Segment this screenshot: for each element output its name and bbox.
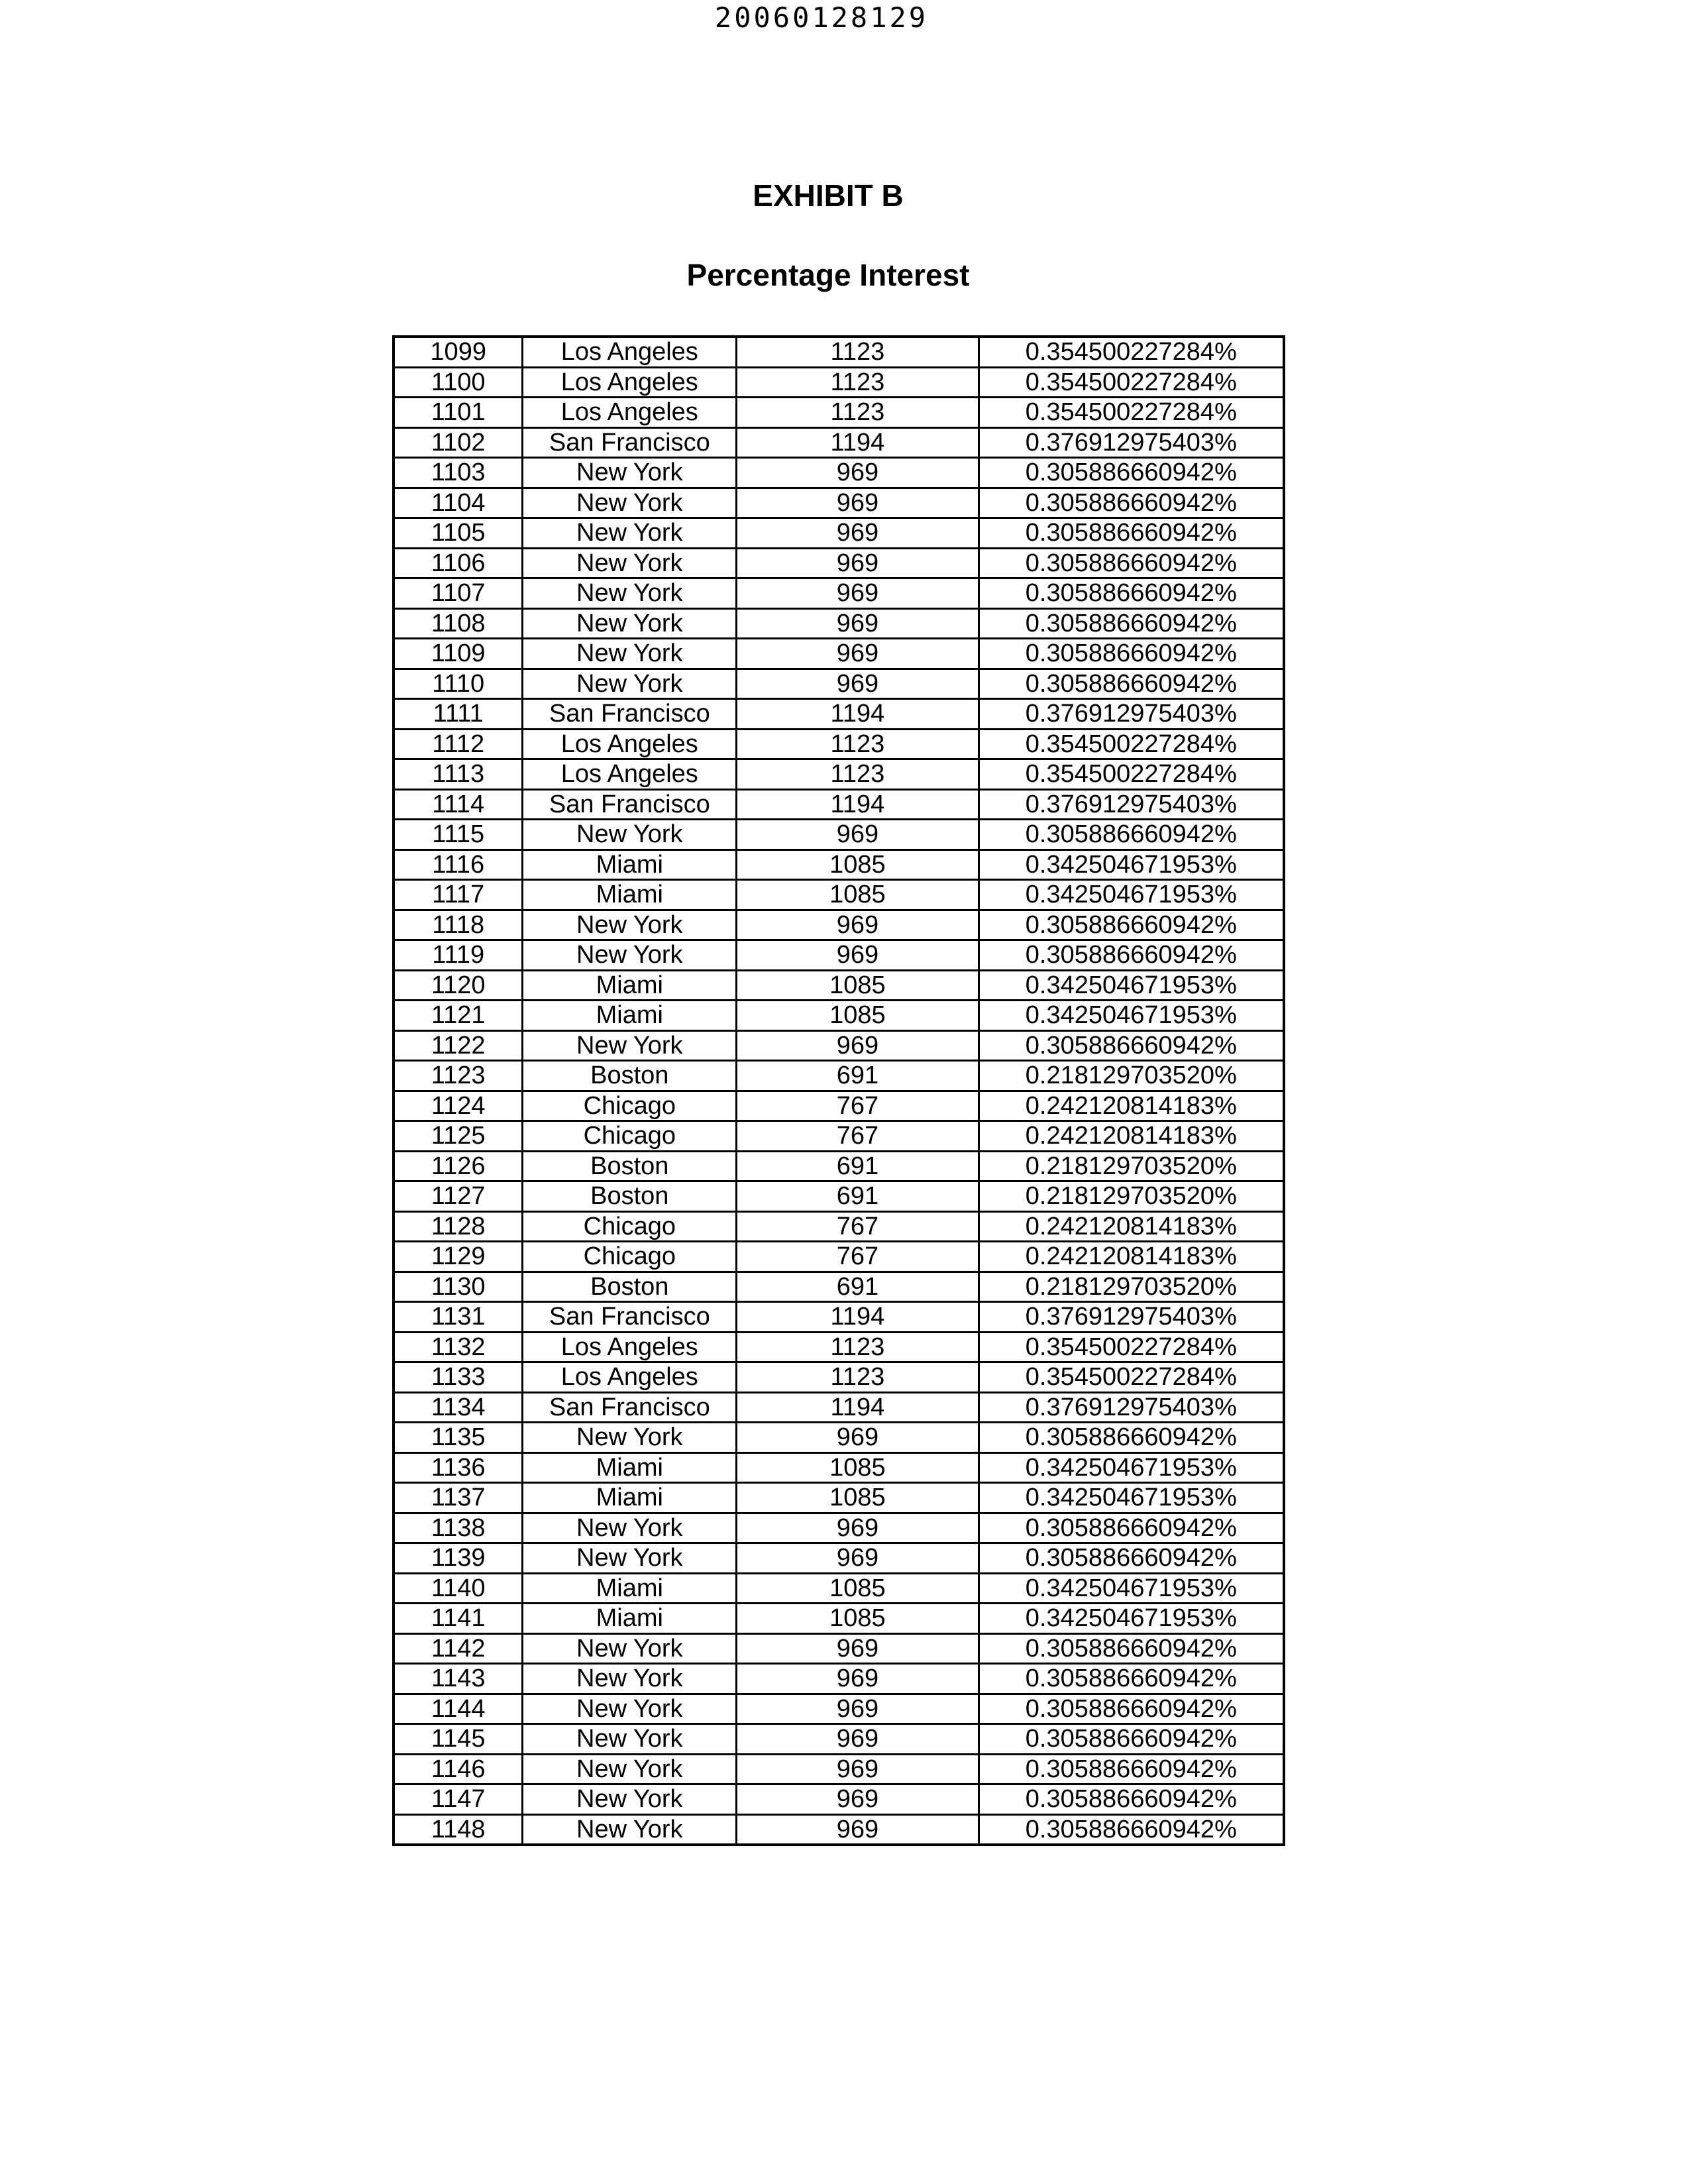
city-cell: New York [523,1814,737,1845]
table-row [394,1332,1284,1362]
unit-cell: 1133 [394,1362,523,1393]
unit-cell: 1101 [394,398,523,428]
table-row [394,820,1284,850]
city-cell: New York [523,820,737,850]
table-row [394,1604,1284,1634]
percentage-cell: 0.354500227284% [979,729,1284,759]
city-cell: San Francisco [523,789,737,820]
percentage-cell: 0.354500227284% [979,367,1284,398]
city-cell: New York [523,548,737,578]
city-cell: Los Angeles [523,398,737,428]
city-cell: New York [523,1724,737,1755]
city-cell: New York [523,1030,737,1061]
table-row [394,1151,1284,1181]
percentage-cell: 0.376912975403% [979,1302,1284,1333]
percentage-cell: 0.354500227284% [979,759,1284,790]
exhibit-title: EXHIBIT B [753,178,904,213]
unit-cell: 1140 [394,1573,523,1604]
unit-cell: 1123 [394,1061,523,1091]
table-row [394,1633,1284,1664]
table-row [394,759,1284,790]
unit-cell: 1122 [394,1030,523,1061]
value-cell: 969 [737,518,979,549]
unit-cell: 1141 [394,1604,523,1634]
table-row [394,578,1284,609]
table-row [394,398,1284,428]
value-cell: 969 [737,1754,979,1784]
unit-cell: 1142 [394,1633,523,1664]
city-cell: New York [523,1513,737,1543]
unit-cell: 1104 [394,488,523,518]
value-cell: 969 [737,1030,979,1061]
city-cell: Los Angeles [523,1362,737,1393]
table-row [394,639,1284,669]
percentage-cell: 0.242120814183% [979,1242,1284,1272]
table-row [394,1242,1284,1272]
table-row [394,1181,1284,1212]
value-cell: 1194 [737,427,979,458]
table-row [394,337,1284,367]
value-cell: 969 [737,1724,979,1755]
percentage-cell: 0.218129703520% [979,1272,1284,1302]
value-cell: 691 [737,1151,979,1181]
city-cell: New York [523,910,737,940]
percentage-cell: 0.305886660942% [979,910,1284,940]
percentage-cell: 0.218129703520% [979,1061,1284,1091]
table-row [394,970,1284,1001]
unit-cell: 1113 [394,759,523,790]
unit-cell: 1102 [394,427,523,458]
city-cell: Boston [523,1151,737,1181]
percentage-cell: 0.354500227284% [979,1332,1284,1362]
city-cell: New York [523,578,737,609]
unit-cell: 1099 [394,337,523,367]
percentage-cell: 0.376912975403% [979,1392,1284,1423]
table-row [394,849,1284,880]
city-cell: Los Angeles [523,729,737,759]
unit-cell: 1119 [394,940,523,971]
table-row [394,1573,1284,1604]
percentage-cell: 0.305886660942% [979,1694,1284,1724]
value-cell: 1123 [737,729,979,759]
table-row [394,1302,1284,1333]
unit-cell: 1143 [394,1664,523,1694]
unit-cell: 1111 [394,699,523,730]
percentage-cell: 0.376912975403% [979,699,1284,730]
table-row [394,1001,1284,1031]
percentage-cell: 0.305886660942% [979,1030,1284,1061]
city-cell: San Francisco [523,1392,737,1423]
percentage-cell: 0.305886660942% [979,940,1284,971]
unit-cell: 1126 [394,1151,523,1181]
percentage-cell: 0.305886660942% [979,639,1284,669]
table-row [394,1061,1284,1091]
document-number: 20060128129 [714,1,929,34]
table-row [394,1814,1284,1845]
table-row [394,367,1284,398]
unit-cell: 1115 [394,820,523,850]
unit-cell: 1135 [394,1423,523,1453]
value-cell: 969 [737,1694,979,1724]
value-cell: 969 [737,639,979,669]
value-cell: 1085 [737,880,979,910]
value-cell: 969 [737,1664,979,1694]
table-row [394,1452,1284,1483]
city-cell: Los Angeles [523,367,737,398]
percentage-cell: 0.342504671953% [979,849,1284,880]
value-cell: 1085 [737,1573,979,1604]
city-cell: Miami [523,970,737,1001]
unit-cell: 1147 [394,1784,523,1815]
percentage-cell: 0.305886660942% [979,1754,1284,1784]
unit-cell: 1110 [394,669,523,699]
city-cell: Los Angeles [523,337,737,367]
percentage-cell: 0.305886660942% [979,1664,1284,1694]
table-row [394,1392,1284,1423]
city-cell: New York [523,1784,737,1815]
percentage-cell: 0.354500227284% [979,1362,1284,1393]
percentage-cell: 0.376912975403% [979,789,1284,820]
table-row [394,1754,1284,1784]
value-cell: 969 [737,1423,979,1453]
value-cell: 691 [737,1181,979,1212]
table-row [394,458,1284,488]
value-cell: 1123 [737,337,979,367]
table-row [394,1121,1284,1152]
percentage-cell: 0.305886660942% [979,1724,1284,1755]
percentage-cell: 0.342504671953% [979,1483,1284,1513]
percentage-cell: 0.305886660942% [979,608,1284,639]
city-cell: Los Angeles [523,759,737,790]
percentage-cell: 0.305886660942% [979,518,1284,549]
value-cell: 1085 [737,1604,979,1634]
city-cell: New York [523,1543,737,1574]
percentage-cell: 0.242120814183% [979,1121,1284,1152]
unit-cell: 1128 [394,1211,523,1242]
table-row [394,1030,1284,1061]
percentage-cell: 0.305886660942% [979,1814,1284,1845]
value-cell: 969 [737,910,979,940]
table-row [394,880,1284,910]
value-cell: 969 [737,488,979,518]
unit-cell: 1120 [394,970,523,1001]
value-cell: 1085 [737,1001,979,1031]
percentage-interest-table [392,335,1285,1846]
value-cell: 691 [737,1061,979,1091]
value-cell: 969 [737,1543,979,1574]
city-cell: Chicago [523,1211,737,1242]
percentage-cell: 0.305886660942% [979,1633,1284,1664]
percentage-cell: 0.354500227284% [979,398,1284,428]
unit-cell: 1100 [394,367,523,398]
percentage-cell: 0.342504671953% [979,1573,1284,1604]
unit-cell: 1146 [394,1754,523,1784]
percentage-cell: 0.305886660942% [979,1423,1284,1453]
city-cell: New York [523,458,737,488]
city-cell: Miami [523,1001,737,1031]
city-cell: Miami [523,849,737,880]
table-row [394,608,1284,639]
city-cell: New York [523,1423,737,1453]
table-row [394,789,1284,820]
value-cell: 969 [737,820,979,850]
table-row [394,1664,1284,1694]
city-cell: San Francisco [523,427,737,458]
city-cell: Miami [523,1573,737,1604]
city-cell: San Francisco [523,699,737,730]
table-row [394,729,1284,759]
value-cell: 969 [737,669,979,699]
table-row [394,1272,1284,1302]
unit-cell: 1134 [394,1392,523,1423]
value-cell: 1123 [737,1362,979,1393]
value-cell: 691 [737,1272,979,1302]
value-cell: 767 [737,1121,979,1152]
percentage-cell: 0.305886660942% [979,1543,1284,1574]
city-cell: Boston [523,1061,737,1091]
percentage-cell: 0.242120814183% [979,1211,1284,1242]
city-cell: Miami [523,1483,737,1513]
city-cell: Chicago [523,1121,737,1152]
percentage-cell: 0.305886660942% [979,488,1284,518]
value-cell: 1194 [737,699,979,730]
value-cell: 969 [737,940,979,971]
unit-cell: 1131 [394,1302,523,1333]
value-cell: 969 [737,548,979,578]
city-cell: New York [523,1633,737,1664]
table-row [394,1724,1284,1755]
percentage-cell: 0.342504671953% [979,1604,1284,1634]
percentage-cell: 0.342504671953% [979,1452,1284,1483]
city-cell: New York [523,940,737,971]
city-cell: New York [523,1664,737,1694]
percentage-cell: 0.305886660942% [979,1513,1284,1543]
city-cell: Boston [523,1181,737,1212]
table-row [394,1784,1284,1815]
city-cell: New York [523,488,737,518]
percentage-cell: 0.305886660942% [979,669,1284,699]
value-cell: 969 [737,1814,979,1845]
percentage-cell: 0.305886660942% [979,1784,1284,1815]
table-row [394,1543,1284,1574]
unit-cell: 1109 [394,639,523,669]
value-cell: 1194 [737,1302,979,1333]
city-cell: Chicago [523,1242,737,1272]
unit-cell: 1144 [394,1694,523,1724]
table-row [394,669,1284,699]
percentage-cell: 0.342504671953% [979,970,1284,1001]
unit-cell: 1114 [394,789,523,820]
section-subtitle: Percentage Interest [686,258,970,292]
city-cell: Los Angeles [523,1332,737,1362]
value-cell: 1123 [737,367,979,398]
unit-cell: 1130 [394,1272,523,1302]
unit-cell: 1108 [394,608,523,639]
table-row [394,910,1284,940]
value-cell: 1123 [737,759,979,790]
percentage-cell: 0.305886660942% [979,548,1284,578]
unit-cell: 1117 [394,880,523,910]
unit-cell: 1148 [394,1814,523,1845]
value-cell: 969 [737,608,979,639]
value-cell: 969 [737,458,979,488]
unit-cell: 1137 [394,1483,523,1513]
unit-cell: 1127 [394,1181,523,1212]
unit-cell: 1121 [394,1001,523,1031]
city-cell: San Francisco [523,1302,737,1333]
percentage-cell: 0.342504671953% [979,1001,1284,1031]
percentage-cell: 0.242120814183% [979,1091,1284,1121]
table-row [394,518,1284,549]
percentage-cell: 0.218129703520% [979,1151,1284,1181]
value-cell: 767 [737,1242,979,1272]
city-cell: Boston [523,1272,737,1302]
value-cell: 969 [737,578,979,609]
city-cell: Miami [523,1452,737,1483]
table-row [394,1694,1284,1724]
value-cell: 1194 [737,1392,979,1423]
unit-cell: 1136 [394,1452,523,1483]
percentage-cell: 0.305886660942% [979,578,1284,609]
table-row [394,699,1284,730]
city-cell: New York [523,518,737,549]
value-cell: 1085 [737,849,979,880]
unit-cell: 1124 [394,1091,523,1121]
unit-cell: 1118 [394,910,523,940]
value-cell: 767 [737,1091,979,1121]
percentage-cell: 0.376912975403% [979,427,1284,458]
unit-cell: 1129 [394,1242,523,1272]
unit-cell: 1116 [394,849,523,880]
percentage-cell: 0.354500227284% [979,337,1284,367]
table-row [394,940,1284,971]
unit-cell: 1139 [394,1543,523,1574]
percentage-cell: 0.305886660942% [979,458,1284,488]
table-row [394,548,1284,578]
city-cell: New York [523,669,737,699]
unit-cell: 1145 [394,1724,523,1755]
table-row [394,1483,1284,1513]
value-cell: 1123 [737,398,979,428]
value-cell: 969 [737,1784,979,1815]
unit-cell: 1107 [394,578,523,609]
table-row [394,488,1284,518]
table-body [394,337,1284,1845]
value-cell: 1085 [737,970,979,1001]
value-cell: 767 [737,1211,979,1242]
city-cell: New York [523,1694,737,1724]
table-row [394,1513,1284,1543]
unit-cell: 1106 [394,548,523,578]
unit-cell: 1112 [394,729,523,759]
table-row [394,427,1284,458]
value-cell: 1194 [737,789,979,820]
value-cell: 1085 [737,1452,979,1483]
city-cell: Chicago [523,1091,737,1121]
unit-cell: 1103 [394,458,523,488]
percentage-cell: 0.305886660942% [979,820,1284,850]
unit-cell: 1125 [394,1121,523,1152]
city-cell: Miami [523,880,737,910]
table-row [394,1362,1284,1393]
city-cell: New York [523,608,737,639]
unit-cell: 1132 [394,1332,523,1362]
table-row [394,1091,1284,1121]
unit-cell: 1138 [394,1513,523,1543]
unit-cell: 1105 [394,518,523,549]
table-row [394,1423,1284,1453]
city-cell: Miami [523,1604,737,1634]
percentage-cell: 0.342504671953% [979,880,1284,910]
city-cell: New York [523,1754,737,1784]
percentage-cell: 0.218129703520% [979,1181,1284,1212]
value-cell: 1085 [737,1483,979,1513]
value-cell: 969 [737,1633,979,1664]
value-cell: 969 [737,1513,979,1543]
city-cell: New York [523,639,737,669]
table-row [394,1211,1284,1242]
value-cell: 1123 [737,1332,979,1362]
